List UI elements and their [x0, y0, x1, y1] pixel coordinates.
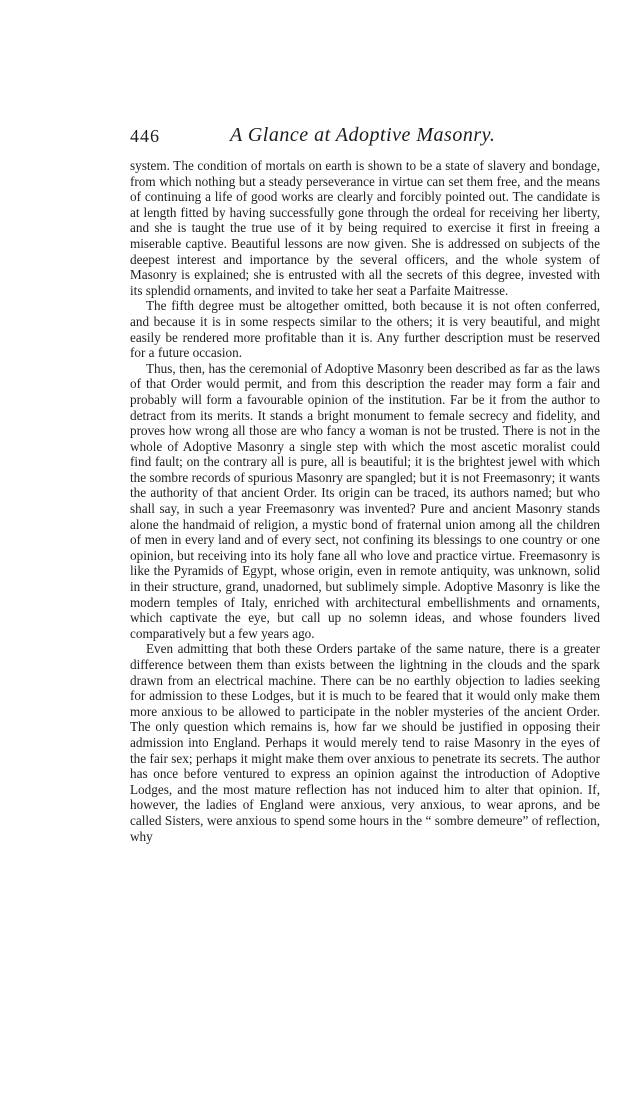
- paragraph-1: system. The condition of mortals on earth is shown to be a state of slavery and bondage, from which nothing but a steady perseverance in virtue can set them free, and the means of continuing a life of good works are clearly and forcibly pointed out. The candidate is at length fitted by having successfully gone through the ordeal for receiving her liberty, and she is taught the true use of it by being required to exercise it first in freeing a miserable captive. Beautiful lessons are now given. She is addressed on subjects of the deepest interest and importance by the several officers, and the whole system of Masonry is explained; she is entrusted with all the secrets of this degree, invested with its splendid ornaments, and invited to take her seat a Parfaite Maitresse.: [130, 158, 600, 298]
- book-page: [130, 124, 600, 844]
- paragraph-3: Thus, then, has the ceremonial of Adoptive Masonry been described as far as the laws of that Order would permit, and from this description the reader may form a fair and probably will form a favourable opinion of the institution. Far be it from the author to detract from its merits. It stands a bright monument to female secrecy and fidelity, and proves how wrong all those are who fancy a woman is not be trusted. There is not in the whole of Adoptive Masonry a single step with which the most ascetic moralist could find fault; on the contrary all is pure, all is beautiful; it is the brightest jewel with which the sombre records of spurious Masonry are spangled; but it is not Freemasonry; it wants the authority of that ancient Order. Its origin can be traced, its authors named; but who shall say, in such a year Freemasonry was invented? Pure and ancient Masonry stands alone the handmaid of religion, a mystic bond of fraternal union among all the children of men in every land and of every sect, not confining its blessings to one country or one opinion, but receiving into its holy fane all who love and practice virtue. Freemasonry is like the Pyramids of Egypt, whose origin, even in remote antiquity, was unknown, solid in their structure, grand, unadorned, but sublimely simple. Adoptive Masonry is like the modern temples of Italy, enriched with architectural embellishments and ornaments, which captivate the eye, but call up no solemn ideas, and whose founders lived comparatively but a few years ago.: [130, 360, 600, 641]
- paragraph-4: Even admitting that both these Orders partake of the same nature, there is a greater difference between them than exists between the lightning in the clouds and the spark drawn from an electrical machine. There can be no earthly objection to ladies seeking for admission to these Lodges, but it is much to be feared that it would only make them more anxious to be allowed to participate in the nobler mysteries of the ancient Order. The only question which remains is, how far we should be justified in opposing their admission into England. Perhaps it would merely tend to raise Masonry in the eyes of the fair sex; perhaps it might make them over anxious to penetrate its secrets. The author has once before ventured to express an opinion against the introduction of Adoptive Lodges, and the most mature reflection has not induced him to alter that opinion. If, however, the ladies of England were anxious, very anxious, to wear aprons, and be called Sisters, were anxious to spend some hours in the “ sombre demeure” of reflection, why: [130, 641, 600, 844]
- body-text: [130, 158, 600, 844]
- page-number: 446: [130, 126, 160, 146]
- running-head: [130, 124, 600, 150]
- paragraph-2: The fifth degree must be altogether omitted, both because it is not often conferred, and because it is in some respects similar to the others; it is very beautiful, and might easily be rendered more profitable than it is. Any further description must be reserved for a future occasion.: [130, 298, 600, 361]
- running-title: A Glance at Adoptive Masonry.: [230, 124, 496, 146]
